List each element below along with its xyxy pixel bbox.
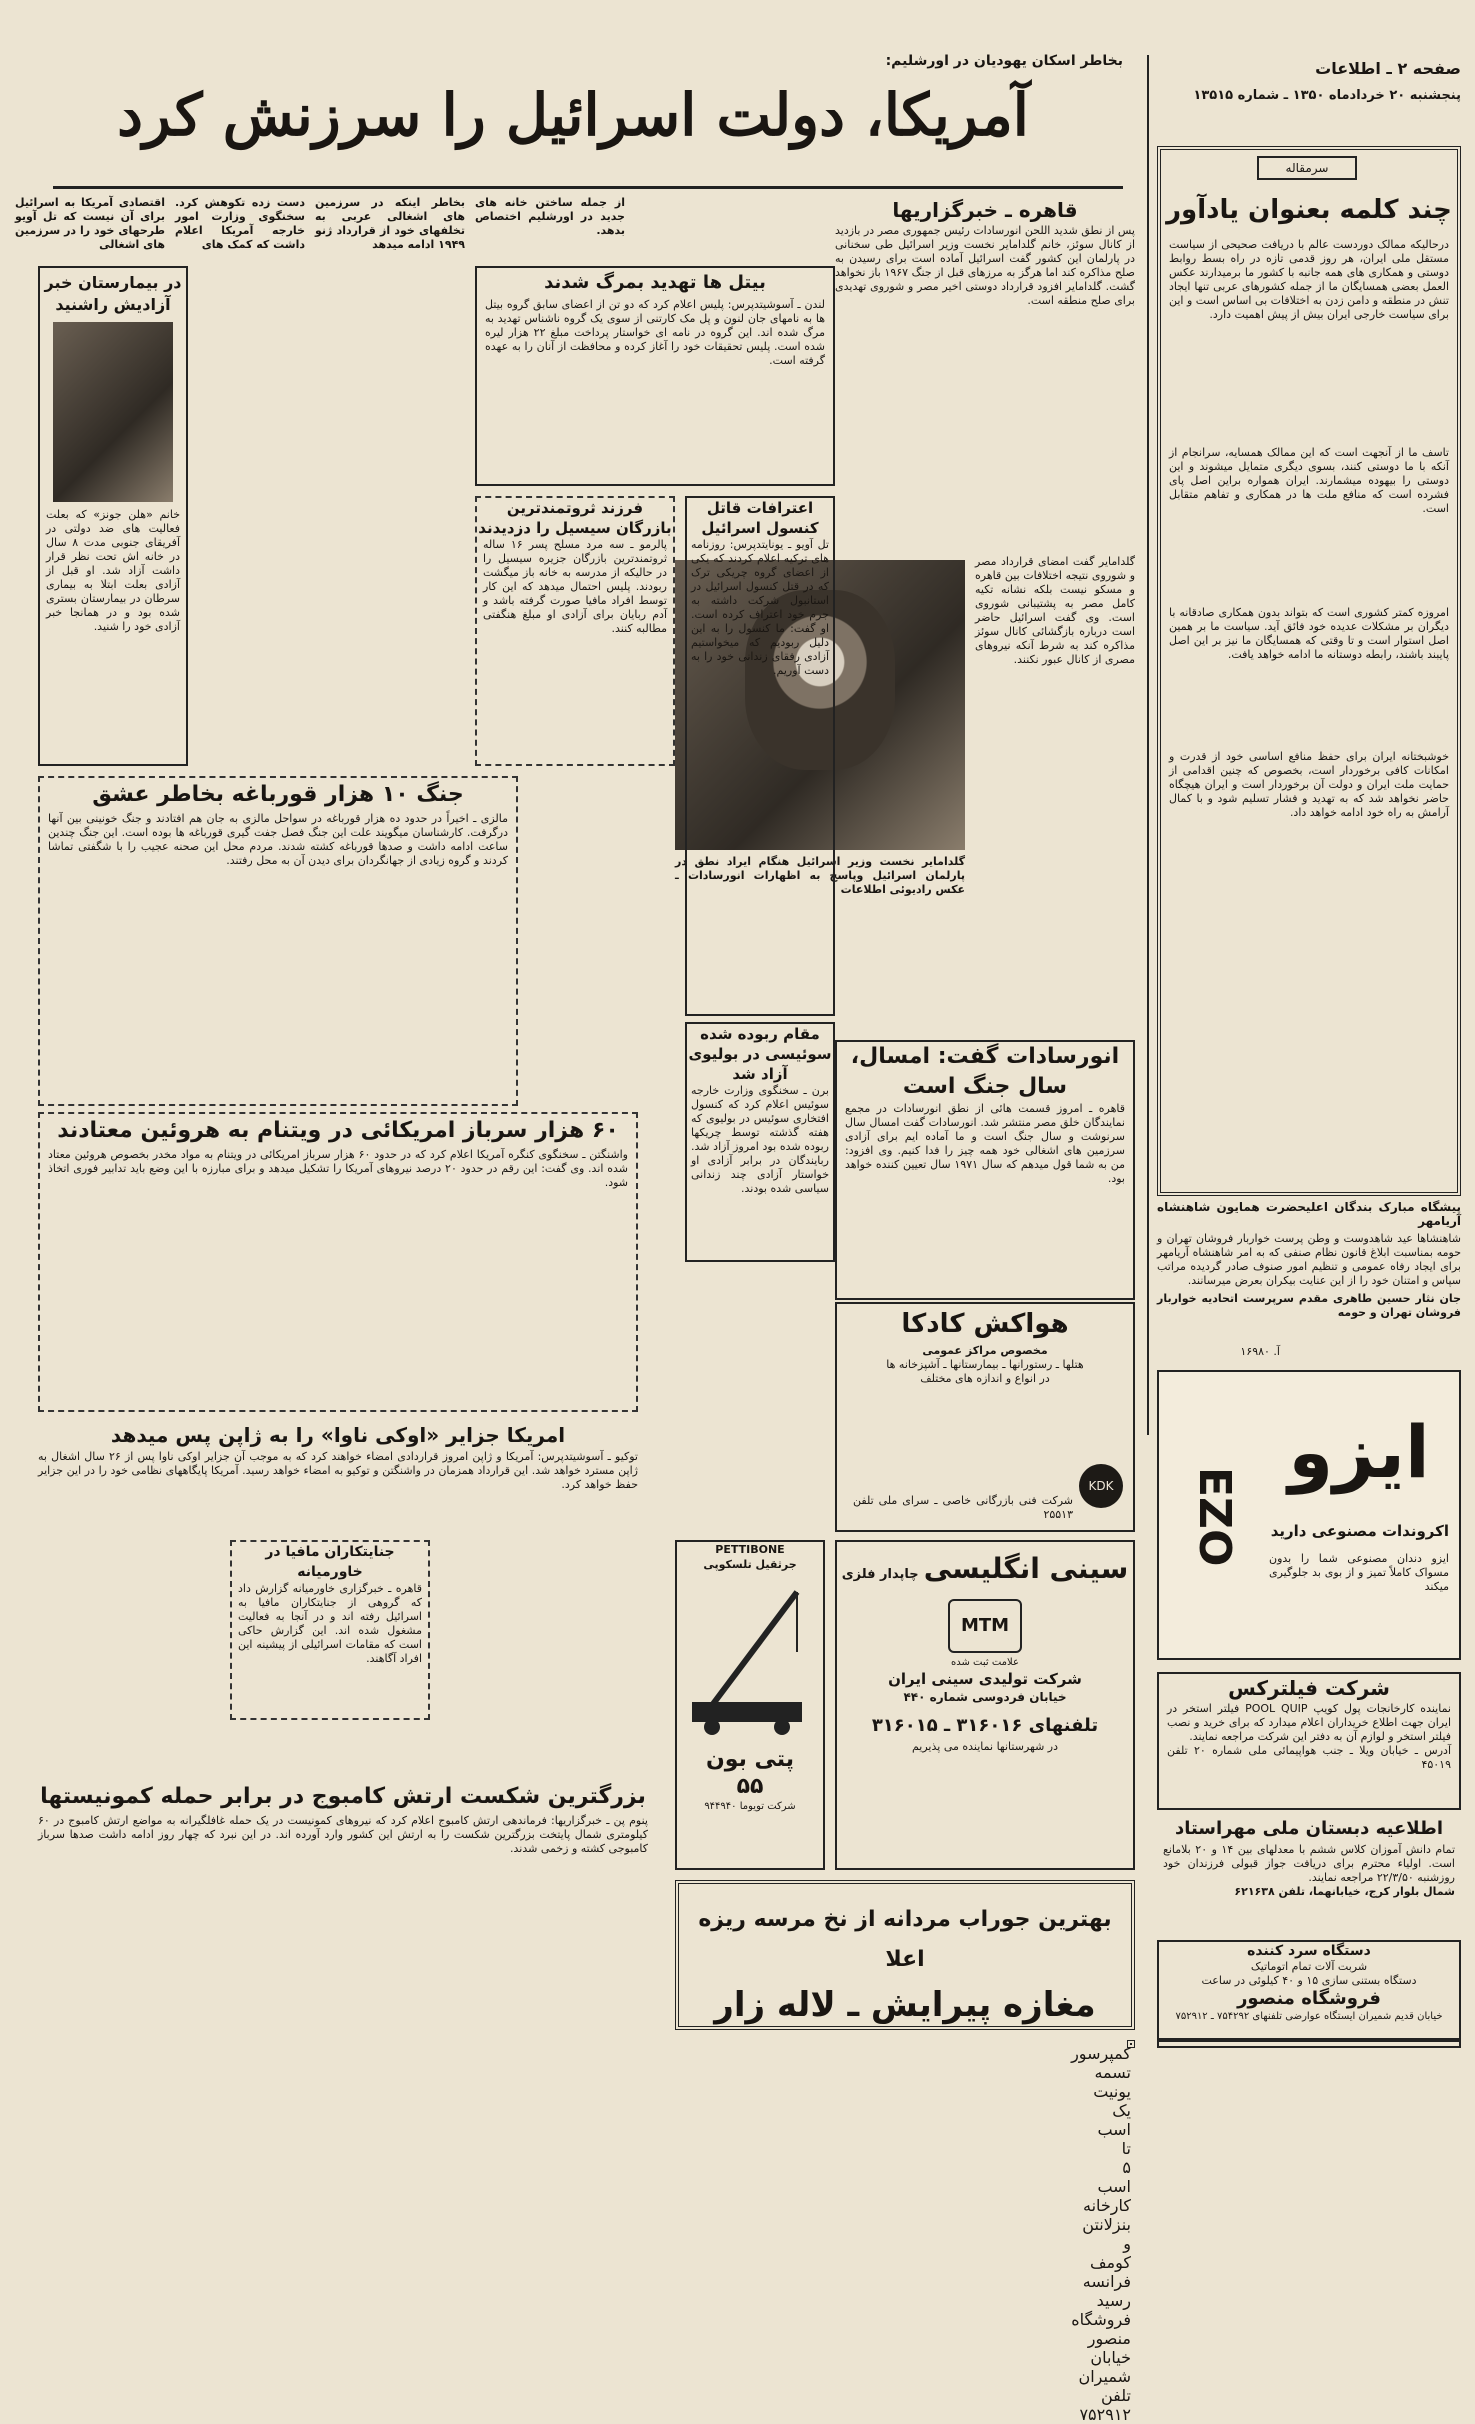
kadka-title: هواکش کادکا: [901, 1309, 1069, 1339]
compressor-address: خیابان شمیران تلفن ۷۵۲۹۱۲: [1078, 2348, 1131, 2424]
frogs-body: مالزی ـ اخیراً در حدود ده هزار قورباغه در سواحل مالزی به جان هم افتادند و جنگ خونینی بین آنها درگرفت. کارشناسان میگویند علت این جنگ فصل جفت گیری قورباغه ها بوده است. این جنگ چندین ساعت ادامه داشت و صدها قورباغه کشته شدند. مردم محل این صحنه عجیب را با شگفتی تماشا کردند و گروه زیادی از جهانگردان برای دیدن آن به محل رفتند.: [48, 812, 508, 867]
tin-note: در شهرستانها نماینده می پذیریم: [911, 1740, 1059, 1753]
royal-sign: جان نثار حسین طاهری مقدم سرپرست اتحادیه خواربار فروشان تهران و حومه: [1157, 1292, 1461, 1319]
school-address: شمال بلوار کرج، خیابانهما، تلفن ۶۲۱۶۳۸: [1234, 1885, 1455, 1898]
main-sub-mid: دست زده تکوهش کرد. سخنگوی وزارت امور خارجه آمریکا اعلام داشت که کمک های: [175, 196, 305, 251]
cooling-ad: [1157, 1940, 1461, 2040]
tin-mark: علامت ثبت شده: [951, 1657, 1019, 1668]
mafia-box: [230, 1540, 430, 1720]
frogs-box: [38, 776, 518, 1106]
bolivia-box: [685, 1022, 835, 1262]
compressor-line2: یک اسب تا ۵ اسب: [1097, 2101, 1131, 2196]
kidnap-title: فرزند ثروتمندترین بازرگان سیسیل را دزدیدند: [478, 499, 672, 537]
crane-title: پتی بون: [706, 1747, 794, 1772]
main-sub-far: از جمله ساختن خانه های جدید در اورشلیم اختصاص بدهد.: [475, 196, 625, 237]
cairo-title: قاهره ـ خبرگزاریها: [892, 198, 1078, 222]
sadat-body: قاهره ـ امروز قسمت هائی از نطق انورسادات در مجمع نمایندگان خلق مصر منتشر شد. انورسادات گفت امسال سال سرنوشت و سال جنگ است و ما آماده ایم برای آزادی سرزمین های اشغالی خود همه چیز را فدا کنیم. وی افزود: من به شما قول میدهم که سال ۱۹۷۱ سال تعیین کننده خواهد بود.: [845, 1102, 1125, 1185]
helen-jones-photo: [53, 322, 173, 502]
crane-number: ۵۵: [736, 1774, 764, 1799]
main-kicker: بخاطر اسکان یهودیان در اورشلیم:: [885, 53, 1123, 69]
cooling-title: دستگاه سرد کننده: [1247, 1943, 1371, 1959]
editorial-label: سرمقاله: [1257, 156, 1357, 180]
masthead: [1161, 58, 1461, 128]
date-line: پنجشنبه ۲۰ خردادماه ۱۳۵۰ ـ شماره ۱۳۵۱۵: [1193, 88, 1461, 103]
crane-footer: شرکت تویوما ۹۴۴۹۴۰: [704, 1801, 796, 1812]
heroin-title: ۶۰ هزار سرباز امریکائی در ویتنام به هروئین معتادند: [57, 1118, 619, 1143]
editorial-title: چند کلمه بعنوان یادآور: [1166, 195, 1452, 225]
main-sub-left: اقتصادی آمریکا به اسرائیل برای آن نیست که تل آویو طرحهای خود را در سرزمین های اشغالی: [15, 196, 165, 251]
crane-brand-en: PETTIBONE: [715, 1543, 785, 1556]
cambodia-headline: بزرگترین شکست ارتش کامبوج در برابر حمله کمونیستها: [40, 1784, 646, 1809]
compressor-line3: کارخانه بنزلانتن و کومف فرانسه رسید: [1082, 2196, 1131, 2310]
hospital-box: [38, 266, 188, 766]
page-label: صفحه ۲ ـ اطلاعات: [1315, 59, 1461, 78]
editorial-paragraph-4: خوشبختانه ایران برای حفظ منافع اساسی خود از قدرت و امکانات کافی برخوردار است، بخصوص که چنین اقدامی از حمایت ملت ایران و دولت آن برخوردار است و ایران هیچگاه حاضر نخواهد شد که به تهدید و فشار تسلیم شود و با کمال آرامش به راه خود ادامه خواهد داد.: [1169, 750, 1449, 819]
cambodia-story: [38, 1780, 648, 2040]
editorial: [1157, 146, 1461, 1196]
confession-title: اعترافات قاتل کنسول اسرائیل: [701, 499, 819, 537]
photo-caption: گلدامایر نخست وزیر اسرائیل هنگام ایراد نطق در پارلمان اسرائیل وپاسخ به اظهارات انورسادات ـ عکس رادیوئی اطلاعات: [675, 855, 965, 896]
filtrex-title: شرکت فیلترکس: [1228, 1676, 1390, 1700]
ezo-body: ایزو دندان مصنوعی شما را بدون مسواک کاملاً تمیز و از بوی بد جلوگیری میکند: [1269, 1552, 1449, 1593]
main-headline: آمریکا، دولت اسرائیل را سرزنش کرد: [117, 81, 1029, 149]
compressor-line1: کمپرسور تسمه یونیت: [1071, 2044, 1131, 2101]
royal-message: [1157, 1200, 1461, 1340]
editorial-paragraph-1: درحالیکه ممالک دوردست عالم با دریافت صحیحی از سیاست مستقل ملی ایران، هر روز قدمی تازه در راه بسط روابط دوستی و همکاری های همه جانبه با کشور ما برمیدارند عکس العمل بعضی همسایگان ما از جمله کشورهای عربی تنها ایجاد تنش در منطقه و دامن زدن به اختلافات بی اساس است و این برای سیاست خارجی ایران بیش از پیش اهمیت دارد.: [1169, 238, 1449, 321]
ezo-ad: [1157, 1370, 1461, 1660]
confession-body: تل آویو ـ یونایتدپرس: روزنامه های ترکیه اعلام کردند که یکی از اعضای گروه چریکی ترک که در قتل کنسول اسرائیل در استانبول شرکت داشته به جرم خود اعتراف کرده است. او گفت: ما کنسول را به این دلیل ربودیم که میخواستیم آزادی رفقای زندانی خود را به دست آوریم.: [691, 538, 829, 677]
confession-box: [685, 496, 835, 1016]
cairo-body-2: گلدامایر گفت امضای قرارداد مصر و شوروی نتیجه اختلافات بین قاهره و مسکو نیست بلکه نشانه تکیه کامل مصر به پشتیبانی شوروی است. وی گفت اسرائیل حاضر است درباره بازگشائی کانال سوئز مذاکره کند به شرط آنکه نیروهای مصری از کانال عبور نکنند.: [975, 555, 1135, 666]
mafia-title: جنایتکاران مافیا در خاورمیانه: [265, 1544, 395, 1580]
okinawa-body: توکیو ـ آسوشیتدپرس: آمریکا و ژاپن امروز قراردادی امضاء خواهند کرد که به موجب آن جزایر اوکی ناوا پس از ۲۶ سال اشغال به ژاپن مسترد خواهد شد. این قرارداد همزمان در واشنگتن و توکیو به امضاء خواهد رسید. آمریکا پایگاههای نظامی خود را در این جزایر حفظ خواهد کرد.: [38, 1450, 638, 1491]
cooling-line1: شربت آلات تمام اتوماتیک: [1250, 1960, 1368, 1973]
ezo-brand-fa: ایزو: [1288, 1410, 1430, 1494]
heroin-body: واشنگتن ـ سخنگوی کنگره آمریکا اعلام کرد که در حدود ۶۰ هزار سرباز امریکائی در ویتنام به مواد مخدر بخصوص هروئین معتاد شده اند. وی گفت: این رقم در حدود ۲۰ درصد نیروهای آمریکا را تشکیل میدهد و برای مبارزه با این وضع باید تدابیر فوری اتخاذ شود.: [48, 1148, 628, 1189]
frogs-title: جنگ ۱۰ هزار قورباغه بخاطر عشق: [92, 782, 464, 807]
filtrex-ad: [1157, 1672, 1461, 1810]
royal-title: پیشگاه مبارک بندگان اعلیحضرت همایون شاهنشاه آریامهر: [1157, 1200, 1461, 1228]
beatles-title: بیتل ها تهدید بمرگ شدند: [544, 272, 766, 293]
kadka-ad: [835, 1302, 1135, 1532]
column-divider: [1147, 55, 1149, 1435]
main-sub-right: بخاطر اینکه در سرزمین های اشغالی عربی به تخلفهای خود از قرارداد ژنو ۱۹۴۹ ادامه میدهد: [315, 196, 465, 251]
tin-phones: تلفنهای ۳۱۶۰۱۶ ـ ۳۱۶۰۱۵: [871, 1715, 1099, 1736]
bolivia-title: مقام ربوده شده سوئیسی در بولیوی آزاد شد: [688, 1025, 832, 1083]
cooling-phones: تلفنهای ۷۵۴۲۹۲ ـ ۷۵۲۹۱۲: [1175, 2011, 1283, 2022]
editorial-signature: آ. ۱۶۹۸۰: [1240, 1345, 1280, 1358]
socks-line1: بهترین جوراب مردانه از نخ مرسه ریزه اعلا: [698, 1907, 1112, 1972]
cambodia-body: پنوم پن ـ خبرگزاریها: فرماندهی ارتش کامبوج اعلام کرد که نیروهای کمونیست در یک حمله غافلگیرانه به مواضع ارتش کامبوج در ۶۰ کیلومتری شمال پایتخت بزرگترین شکست را به ارتش این کشور وارد آورده اند. در این نبرد که چهار روز ادامه داشت صدها سرباز کامبوجی کشته و زخمی شدند.: [38, 1814, 648, 1855]
mtm-logo: MTM: [948, 1599, 1022, 1653]
crane-sub: جرثقیل تلسکوپی: [703, 1558, 797, 1571]
kidnap-box: [475, 496, 675, 766]
hospital-caption: خانم «هلن جونز» که بعلت فعالیت های ضد دولتی در آفریقای جنوبی مدت ۸ سال در خانه اش تحت نظر قرار داشت آزاد شد. او قبل از آزادی بعلت ابتلا به بیماری سرطان در بیمارستان بستری شده بود و در همانجا خبر آزادی خود را شنید.: [46, 508, 180, 633]
heroin-box: [38, 1112, 638, 1412]
editorial-paragraph-3: امروزه کمتر کشوری است که بتواند بدون همکاری صادقانه با دیگران بر مشکلات عدیده خود فائق آید. سیاست ما بر همین اصل استوار است و تا وقتی که همسایگان ما نیز بر این اصل پایبند باشند، رابطه دوستانه ما ادامه خواهد یافت.: [1169, 606, 1449, 661]
hospital-title: در بیمارستان خبر آزادیش راشنید: [44, 273, 182, 314]
tin-address: خیابان فردوسی شماره ۴۴۰: [903, 1690, 1067, 1704]
beatles-box: [475, 266, 835, 486]
bolivia-body: برن ـ سخنگوی وزارت خارجه سوئیس اعلام کرد که کنسول افتخاری سوئیس در بولیوی که هفته گذشته توسط چریکها ربوده شده بود امروز آزاد شد. ربایندگان در برابر آزادی او خواستار آزادی چند زندانی سیاسی شده بودند.: [691, 1084, 829, 1195]
kadka-line3: در انواع و اندازه های مختلف: [920, 1372, 1050, 1385]
headline-rule: [53, 186, 1123, 189]
ezo-tagline: اکروندات مصنوعی دارید: [1270, 1522, 1449, 1540]
kidnap-body: پالرمو ـ سه مرد مسلح پسر ۱۶ ساله ثروتمندترین بازرگان جزیره سیسیل را در حالیکه از مدرسه به خانه باز میگشت ربودند. پلیس احتمال میدهد که این کار توسط افراد مافیا صورت گرفته باشد و آدم ربایان برای آزادی او مبلغ هنگفتی مطالبه کنند.: [483, 538, 667, 635]
cooling-address: خیابان قدیم شمیران ایستگاه عوارضی: [1285, 2011, 1443, 2022]
cooling-line2: دستگاه بستنی سازی ۱۵ و ۴۰ کیلوئی در ساعت: [1201, 1974, 1417, 1987]
socks-ad: [675, 1880, 1135, 2030]
beatles-body: لندن ـ آسوشیتدپرس: پلیس اعلام کرد که دو تن از اعضای سابق گروه بیتل ها به نامهای جان لنون و پل مک کارتنی از سوی یک گروه ناشناس تهدید به مرگ شده اند. این گروه در نامه ای خواستار پرداخت مبلغ ۲۲ هزار لیره شده است. پلیس تحقیقات خود را آغاز کرده و محافظت از آنان را به عهده گرفته است.: [485, 298, 825, 367]
crane-illustration: [677, 1572, 823, 1742]
school-notice: [1157, 1815, 1461, 1935]
mafia-body: قاهره ـ خبرگزاری خاورمیانه گزارش داد که گروهی از جنایتکاران مافیا به اسرائیل رفته اند و در آنجا به فعالیت مشغول شده اند. این گزارش حاکی است که مقامات اسرائیلی از پیشینه این افراد آگاهند.: [238, 1582, 422, 1665]
socks-line2: مغازه پیرایش ـ لاله زار: [714, 1985, 1096, 2025]
editorial-paragraph-2: تاسف ما از آنجهت است که این ممالک همسایه، سرانجام از آنکه با ما دوستی کنند، بسوی دیگری متمایل میشوند و این دوستی را بیهوده میشمارند. ایران همواره براین اصل پای فشرده است که منافع ملت ها در همکاری و تفاهم متقابل است.: [1169, 446, 1449, 515]
kadka-line1: مخصوص مراکز عمومی: [922, 1344, 1048, 1357]
filtrex-body: نماینده کارخانجات پول کویپ POOL QUIP فیلتر استخر در ایران جهت اطلاع خریداران اعلام میدارد که برای خرید و نصب فیلتر استخر و لوازم آن به دفتر این شرکت مراجعه نمایند.: [1167, 1702, 1451, 1743]
tin-sub: چاپدار فلزی: [841, 1567, 919, 1582]
school-body: تمام دانش آموزان کلاس ششم با معدلهای بین ۱۴ و ۲۰ بلامانع است. اولیاء محترم برای دریافت جواز قبولی فرزندان خود روزشنبه ۲۲/۳/۵۰ مراجعه نمایند.: [1163, 1843, 1456, 1884]
main-story-header: [23, 52, 1123, 192]
okinawa-title: امریکا جزایر «اوکی ناوا» را به ژاپن پس میدهد: [110, 1423, 566, 1447]
compressor-ad-edge: [1157, 2040, 1461, 2048]
cairo-story: [835, 196, 1135, 546]
crane-ad: [675, 1540, 825, 1870]
kadka-line2: هتلها ـ رستورانها ـ بیمارستانها ـ آشپزخانه ها: [886, 1358, 1084, 1371]
tin-title: سینی انگلیسی: [923, 1552, 1129, 1585]
ezo-brand-en: EZO: [1189, 1467, 1240, 1567]
cooling-store: فروشگاه منصور: [1237, 1988, 1381, 2009]
sadat-title: انورسادات گفت: امسال، سال جنگ است: [850, 1044, 1120, 1099]
sadat-box: [835, 1040, 1135, 1300]
filtrex-address: آدرس ـ خیابان ویلا ـ جنب هواپیمائی ملی شماره ۲۰ تلفن ۴۵۰۱۹: [1167, 1744, 1452, 1771]
cairo-body: پس از نطق شدید اللحن انورسادات رئیس جمهوری مصر در بازدید از کانال سوئز، خانم گلدامایر نخست وزیر اسرائیل طی سخنانی در پارلمان این کشور گفت اسرائیل آماده است برای رسیدن به صلح مذاکره کند اما هرگز به مرزهای قبل از جنگ ۱۹۶۷ باز نخواهد گشت. گلدامایر افزود قرارداد دوستی اخیر مصر و شوروی تهدیدی برای صلح منطقه است.: [835, 224, 1135, 307]
school-title: اطلاعیه دبستان ملی مهراستاد: [1174, 1818, 1444, 1839]
compressor-store: فروشگاه منصور: [1071, 2310, 1131, 2348]
kadka-footer: شرکت فنی بازرگانی خاصی ـ سرای ملی تلفن ۲۵۵۱۳: [853, 1494, 1073, 1521]
kdk-badge: KDK: [1079, 1464, 1123, 1508]
compressor-ad: [1071, 2040, 1135, 2424]
tin-company: شرکت تولیدی سینی ایران: [888, 1670, 1082, 1688]
tin-tray-ad: [835, 1540, 1135, 1870]
royal-body: شاهنشاها عید شاهدوست و وطن پرست خواربار فروشان تهران و حومه بمناسبت ابلاغ قانون نظام صنفی که به امر شاهنشاه آریامهر برای ایجاد رفاه عمومی و تنظیم امور صنوف صادر گردیده مراتب سپاس و امتنان خود را از این عنایت بیکران بعرض میرسانند.: [1157, 1232, 1461, 1287]
